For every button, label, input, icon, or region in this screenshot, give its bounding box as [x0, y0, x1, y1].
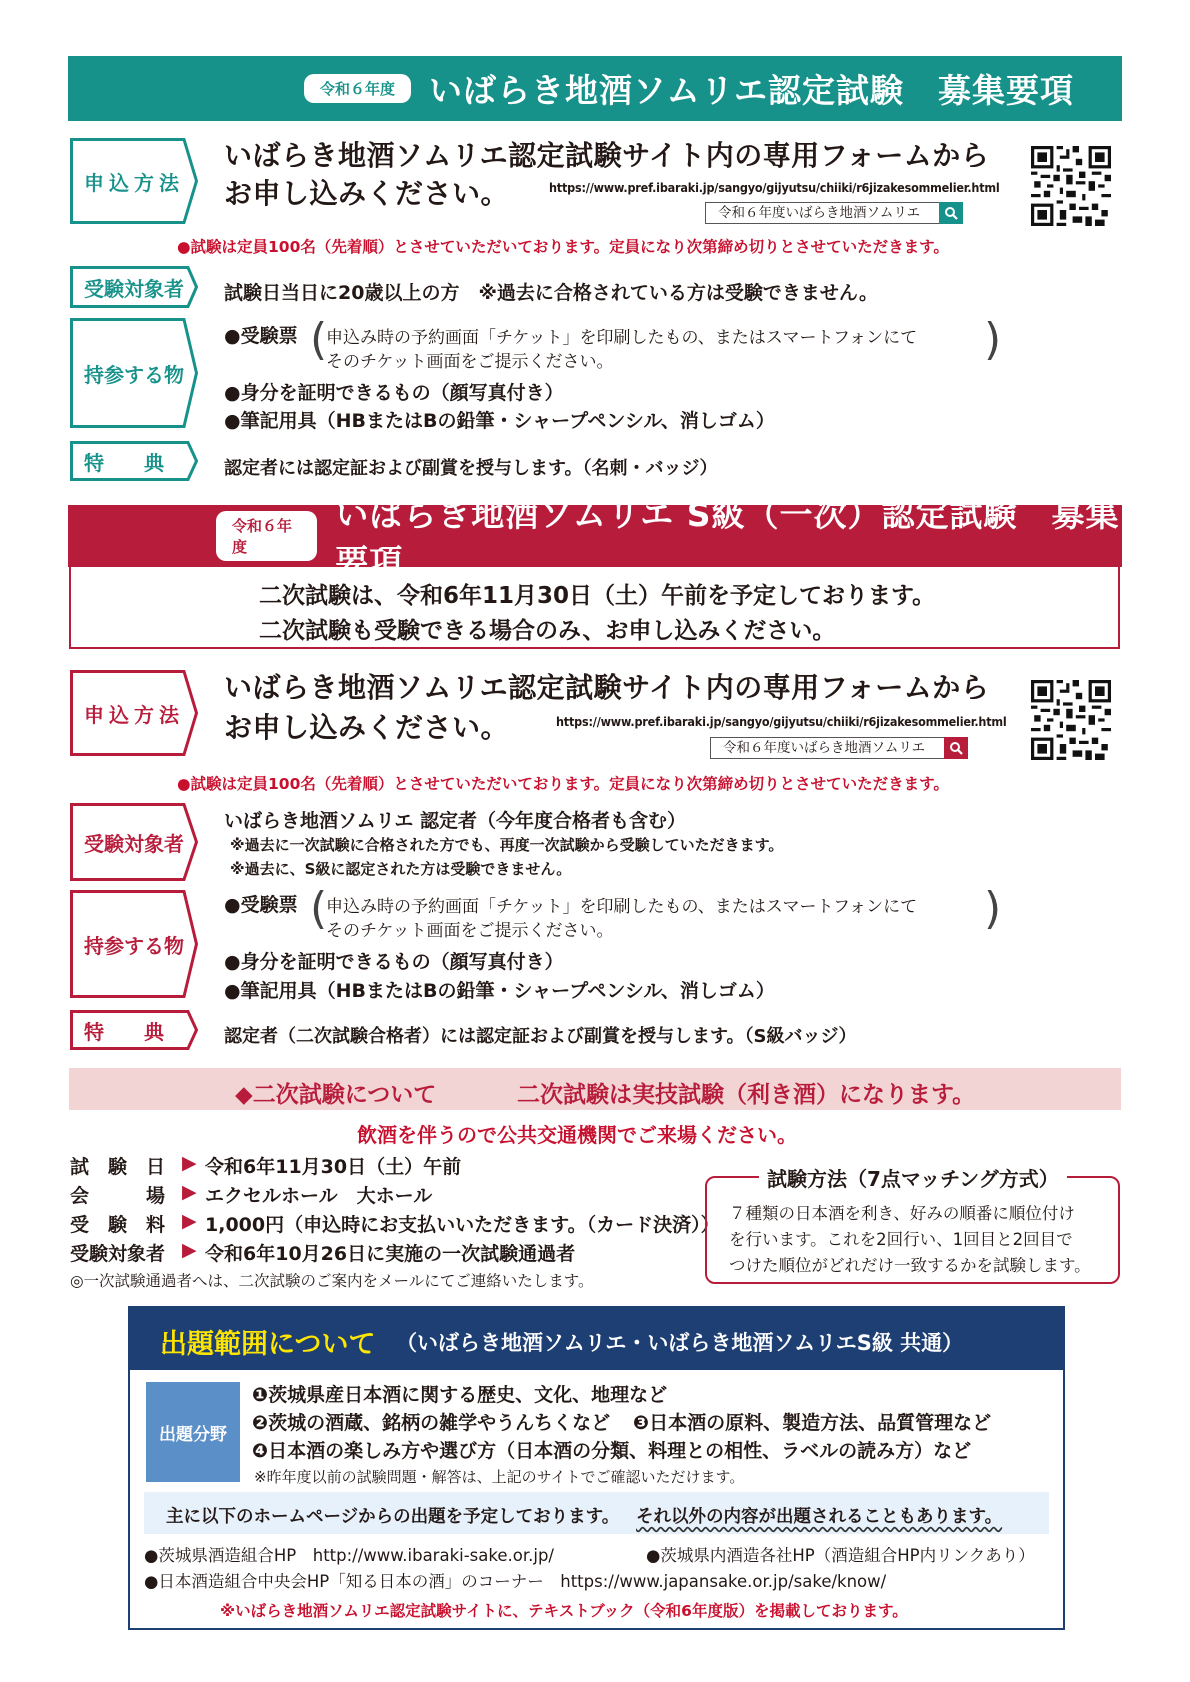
second-exam-transport-note: 飲酒を伴うので公共交通機関でご来場ください。	[357, 1123, 797, 1147]
scope-source-note-a: 主に以下のホームページからの出題を予定しております。	[166, 1507, 620, 1527]
section1-search-text: 令和６年度いばらき地酒ソムリエ	[705, 202, 939, 224]
arrow-icon: ▶	[182, 1152, 197, 1174]
scope-textbook-note: ※いばらき地酒ソムリエ認定試験サイトに、テキストブック（令和6年度版）を掲載しております。	[220, 1602, 908, 1620]
section2-apply-line2: お申し込みください。	[224, 711, 510, 744]
qr-code-icon[interactable]	[1031, 680, 1111, 760]
detail-label-fee: 受 験 料	[70, 1214, 166, 1236]
section1-capacity-note: ●試験は定員100名（先着順）とさせていただいております。定員になり次第締め切りとさせていただきます。	[177, 238, 949, 256]
second-exam-header-right: 二次試験は実技試験（利き酒）になります。	[517, 1082, 976, 1108]
section2-title: いばらき地酒ソムリエ S級（一次）認定試験 募集要項	[335, 495, 1120, 581]
scope-source-band	[144, 1492, 1049, 1534]
section1-target-label: 受験対象者	[70, 266, 198, 308]
section2-apply-line1: いばらき地酒ソムリエ認定試験サイト内の専用フォームから	[224, 671, 990, 704]
arrow-icon: ▶	[182, 1210, 197, 1232]
section2-bring-ticket-desc2: そのチケット画面をご提示ください。	[326, 921, 614, 941]
section1-benefit-text: 認定者には認定証および副賞を授与します。（名刺・バッジ）	[224, 458, 718, 479]
scope-item3: ❸日本酒の原料、製造方法、品質管理など	[633, 1412, 992, 1434]
section1-banner	[68, 56, 1122, 121]
qr-code-icon[interactable]	[1031, 146, 1111, 226]
section1-apply-line1: いばらき地酒ソムリエ認定試験サイト内の専用フォームから	[224, 139, 990, 172]
section1-bring-label: 持参する物	[70, 318, 198, 428]
section2-url-link[interactable]: https://www.pref.ibaraki.jp/sangyo/gijyutsu/chiiki/r6jizakesommelier.html	[556, 714, 1007, 729]
section1-bring-ticket: ●受験票	[224, 325, 298, 347]
exam-method-line1: ７種類の日本酒を利き、好みの順番に順位付け	[729, 1204, 1075, 1223]
section2-benefit-text: 認定者（二次試験合格者）には認定証および副賞を授与します。（S級バッジ）	[224, 1026, 857, 1047]
section2-badge: 令和６年度	[216, 511, 317, 561]
section2-notice1: 二次試験は、令和6年11月30日（土）午前を予定しております。	[259, 583, 936, 609]
section1-apply-label: 申込方法	[70, 138, 198, 224]
scope-header	[130, 1308, 1063, 1370]
scope-box	[128, 1306, 1065, 1630]
section2-target-note1: ※過去に一次試験に合格された方でも、再度一次試験から受験していただきます。	[230, 836, 784, 854]
scope-link3[interactable]: ●日本酒造組合中央会HP「知る日本の酒」のコーナー https://www.japansake.or.jp/sake/know/	[144, 1572, 887, 1591]
detail-value-target: 令和6年10月26日に実施の一次試験通過者	[205, 1243, 576, 1265]
section2-target-label: 受験対象者	[70, 803, 198, 881]
detail-value-venue: エクセルホール 大ホール	[205, 1185, 433, 1207]
scope-item-note: ※昨年度以前の試験問題・解答は、上記のサイトでご確認いただけます。	[254, 1468, 745, 1486]
section1-bring-ticket-desc1: 申込み時の予約画面「チケット」を印刷したもの、またはスマートフォンにて	[326, 328, 918, 348]
section2-search-box[interactable]	[710, 737, 968, 759]
section1-url-link[interactable]: https://www.pref.ibaraki.jp/sangyo/gijyutsu/chiiki/r6jizakesommelier.html	[549, 180, 1000, 195]
exam-method-box	[705, 1167, 1120, 1284]
section2-search-text: 令和６年度いばらき地酒ソムリエ	[710, 737, 944, 759]
detail-label-target: 受験対象者	[70, 1243, 166, 1265]
section2-capacity-note: ●試験は定員100名（先着順）とさせていただいております。定員になり次第締め切りとさせていただきます。	[177, 775, 949, 793]
detail-label-venue: 会 場	[70, 1185, 166, 1207]
second-exam-header-left: ◆二次試験について	[235, 1082, 437, 1108]
section2-bring-ticket: ●受験票	[224, 894, 298, 916]
detail-value-date: 令和6年11月30日（土）午前	[205, 1156, 462, 1178]
section1-apply-line2: お申し込みください。	[224, 177, 510, 210]
section1-bring-id: ●身分を証明できるもの（顔写真付き）	[224, 382, 564, 404]
detail-value-fee: 1,000円（申込時にお支払いいただきます。（カード決済））	[205, 1214, 720, 1236]
section2-bring-id: ●身分を証明できるもの（顔写真付き）	[224, 951, 564, 973]
section1-benefit-label: 特 典	[70, 441, 198, 481]
scope-item4: ❹日本酒の楽しみ方や選び方（日本酒の分類、料理との相性、ラベルの読み方）など	[252, 1440, 972, 1462]
section2-target-note2: ※過去に、S級に認定された方は受験できません。	[230, 860, 572, 878]
section2-notice2: 二次試験も受験できる場合のみ、お申し込みください。	[259, 618, 836, 644]
scope-link1[interactable]: ●茨城県酒造組合HP http://www.ibaraki-sake.or.jp/	[144, 1546, 554, 1565]
section2-bring-pen: ●筆記用具（HBまたはBの鉛筆・シャープペンシル、消しゴム）	[224, 980, 775, 1002]
section1-title: いばらき地酒ソムリエ認定試験 募集要項	[429, 71, 1075, 110]
arrow-icon: ▶	[182, 1239, 197, 1261]
exam-method-title: 試験方法（7点マッチング方式）	[759, 1163, 1067, 1192]
search-icon[interactable]	[939, 202, 963, 224]
arrow-icon: ▶	[182, 1181, 197, 1203]
section1-badge: 令和６年度	[304, 74, 411, 103]
section2-target-text: いばらき地酒ソムリエ 認定者（今年度合格者も含む）	[224, 810, 687, 832]
section2-bring-label: 持参する物	[70, 890, 198, 998]
section2-benefit-label: 特 典	[70, 1010, 198, 1050]
section2-apply-label: 申込方法	[70, 670, 198, 756]
scope-title-sub: （いばらき地酒ソムリエ・いばらき地酒ソムリエS級 共通）	[396, 1331, 964, 1355]
detail-label-date: 試 験 日	[70, 1156, 166, 1178]
section2-banner	[68, 495, 1122, 581]
second-exam-band	[69, 1068, 1121, 1110]
section1-search-box[interactable]	[705, 202, 963, 224]
section2-notice-box	[69, 567, 1120, 649]
section2-bring-ticket-desc1: 申込み時の予約画面「チケット」を印刷したもの、またはスマートフォンにて	[326, 897, 918, 917]
scope-item2: ❷茨城の酒蔵、銘柄の雑学やうんちくなど	[252, 1412, 611, 1434]
section1-bring-ticket-desc2: そのチケット画面をご提示ください。	[326, 352, 614, 372]
scope-field-label: 出題分野	[146, 1382, 240, 1482]
scope-item1: ❶茨城県産日本酒に関する歴史、文化、地理など	[252, 1384, 668, 1406]
section1-bring-pen: ●筆記用具（HBまたはBの鉛筆・シャープペンシル、消しゴム）	[224, 410, 775, 432]
section1-target-text: 試験日当日に20歳以上の方 ※過去に合格されている方は受験できません。	[224, 282, 879, 304]
scope-title-main: 出題範囲について	[160, 1329, 376, 1360]
second-exam-footnote: ◎一次試験通過者へは、二次試験のご案内をメールにてご連絡いたします。	[70, 1272, 594, 1290]
scope-source-note-b: それ以外の内容が出題されることもあります。	[636, 1507, 1003, 1527]
scope-link2[interactable]: ●茨城県内酒造各社HP（酒造組合HP内リンクあり）	[646, 1546, 1035, 1565]
exam-method-line3: つけた順位がどれだけ一致するかを試験します。	[729, 1256, 1091, 1275]
search-icon[interactable]	[944, 737, 968, 759]
exam-method-line2: を行います。これを2回行い、1回目と2回目で	[729, 1230, 1073, 1249]
